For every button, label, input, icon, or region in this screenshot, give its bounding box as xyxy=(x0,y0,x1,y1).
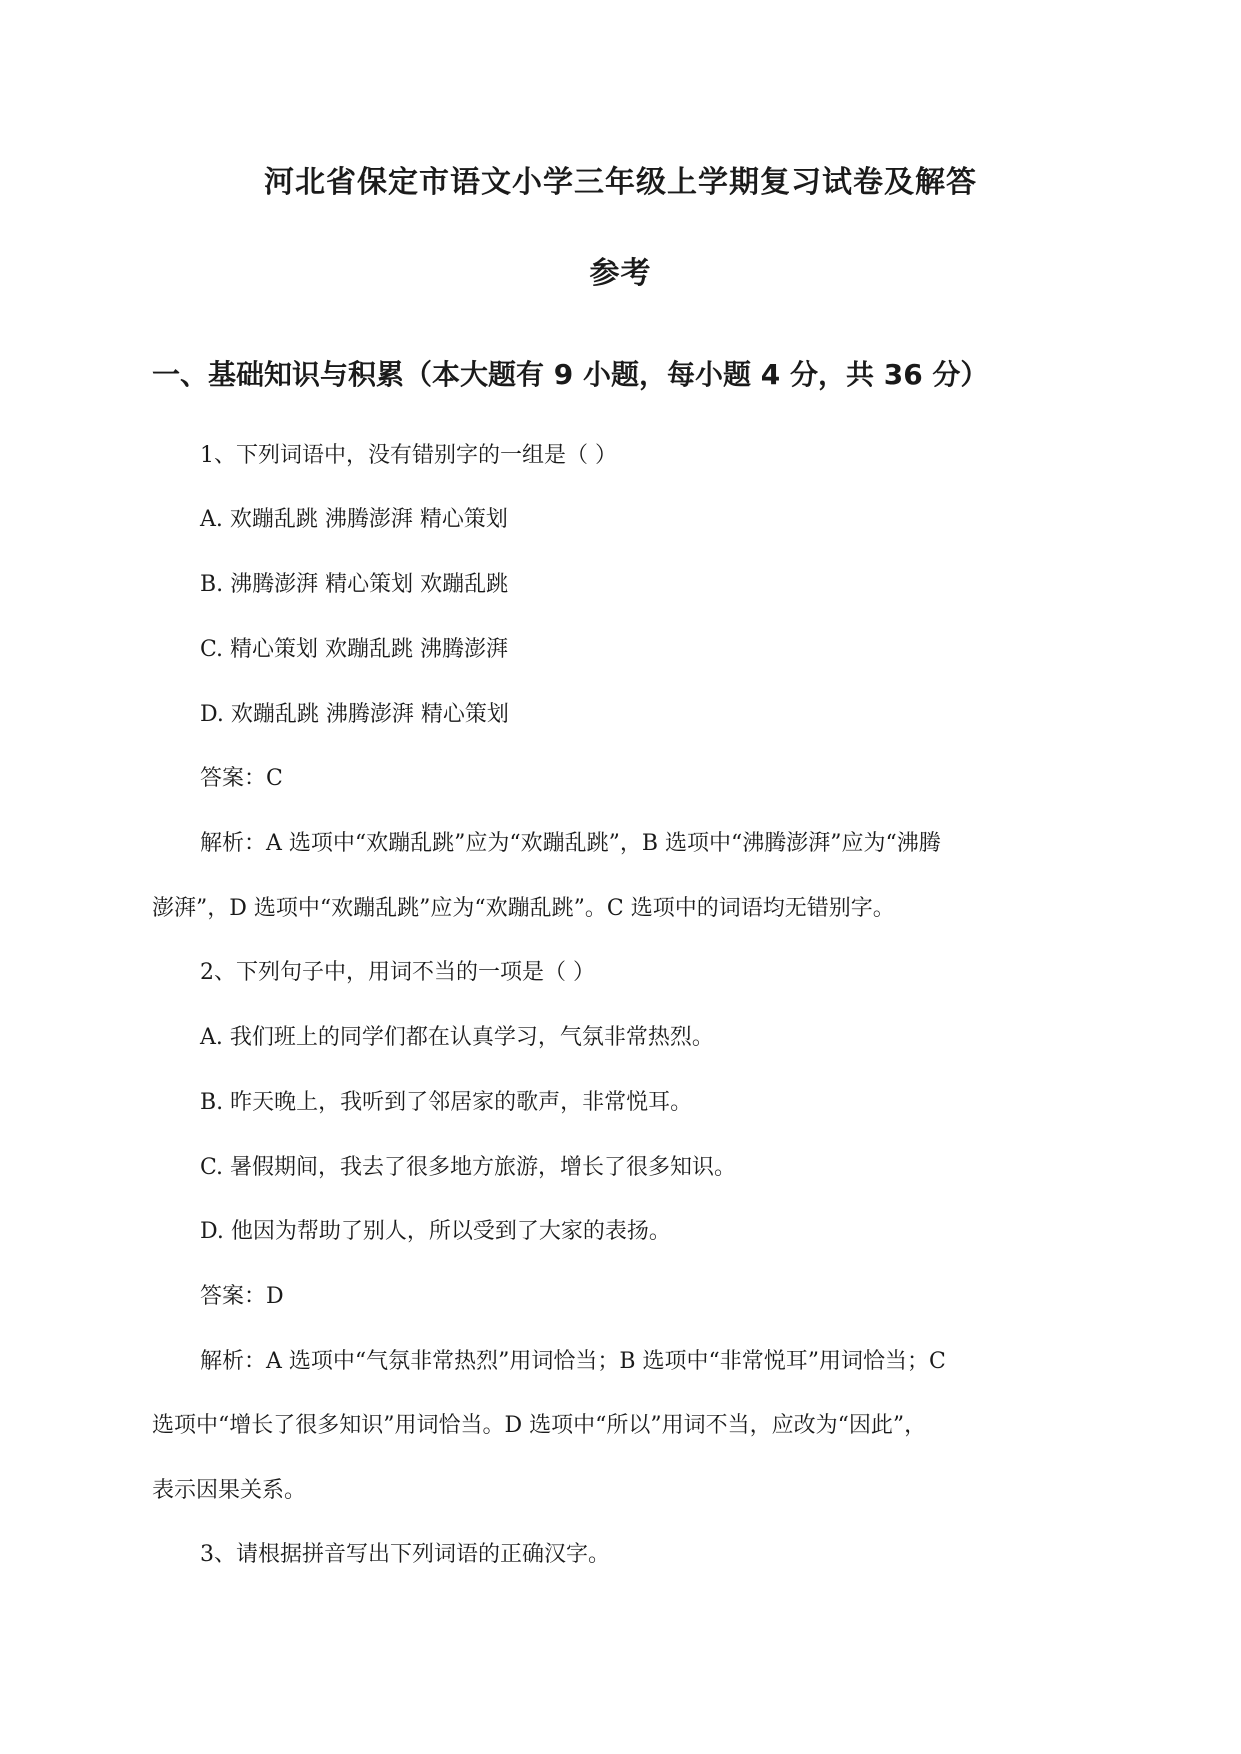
question-2-option-a: A. 我们班上的同学们都在认真学习，气氛非常热烈。 xyxy=(200,1025,714,1050)
section-heading: 一、基础知识与积累（本大题有 9 小题，每小题 4 分，共 36 分） xyxy=(152,358,989,391)
document-title-continued: 参考 xyxy=(589,256,652,291)
question-2-analysis-line-3: 表示因果关系。 xyxy=(152,1478,307,1503)
question-1-option-b: B. 沸腾澎湃 精心策划 欢蹦乱跳 xyxy=(200,572,509,597)
question-2-option-b: B. 昨天晚上，我听到了邻居家的歌声，非常悦耳。 xyxy=(200,1090,693,1115)
question-1-option-c: C. 精心策划 欢蹦乱跳 沸腾澎湃 xyxy=(200,637,509,662)
question-1-answer: 答案：C xyxy=(200,766,283,791)
question-1-stem: 1、下列词语中，没有错别字的一组是（ ） xyxy=(200,443,617,468)
question-2-answer: 答案：D xyxy=(200,1284,284,1309)
question-3-stem: 3、请根据拼音写出下列词语的正确汉字。 xyxy=(200,1542,610,1567)
question-2-option-d: D. 他因为帮助了别人，所以受到了大家的表扬。 xyxy=(200,1219,671,1244)
document-title: 河北省保定市语文小学三年级上学期复习试卷及解答 xyxy=(264,165,977,200)
question-1-analysis-line-1: 解析：A 选项中“欢蹦乱跳”应为“欢蹦乱跳”，B 选项中“沸腾澎湃”应为“沸腾 xyxy=(200,831,941,856)
question-2-analysis-line-1: 解析：A 选项中“气氛非常热烈”用词恰当；B 选项中“非常悦耳”用词恰当；C xyxy=(200,1349,946,1374)
question-2-stem: 2、下列句子中，用词不当的一项是（ ） xyxy=(200,960,595,985)
question-1-option-d: D. 欢蹦乱跳 沸腾澎湃 精心策划 xyxy=(200,702,509,727)
question-1-option-a: A. 欢蹦乱跳 沸腾澎湃 精心策划 xyxy=(200,507,508,532)
question-2-option-c: C. 暑假期间，我去了很多地方旅游，增长了很多知识。 xyxy=(200,1155,737,1180)
question-2-analysis-line-2: 选项中“增长了很多知识”用词恰当。D 选项中“所以”用词不当，应改为“因此”， xyxy=(152,1413,927,1438)
question-1-analysis-line-2: 澎湃”，D 选项中“欢蹦乱跳”应为“欢蹦乱跳”。C 选项中的词语均无错别字。 xyxy=(152,896,895,921)
